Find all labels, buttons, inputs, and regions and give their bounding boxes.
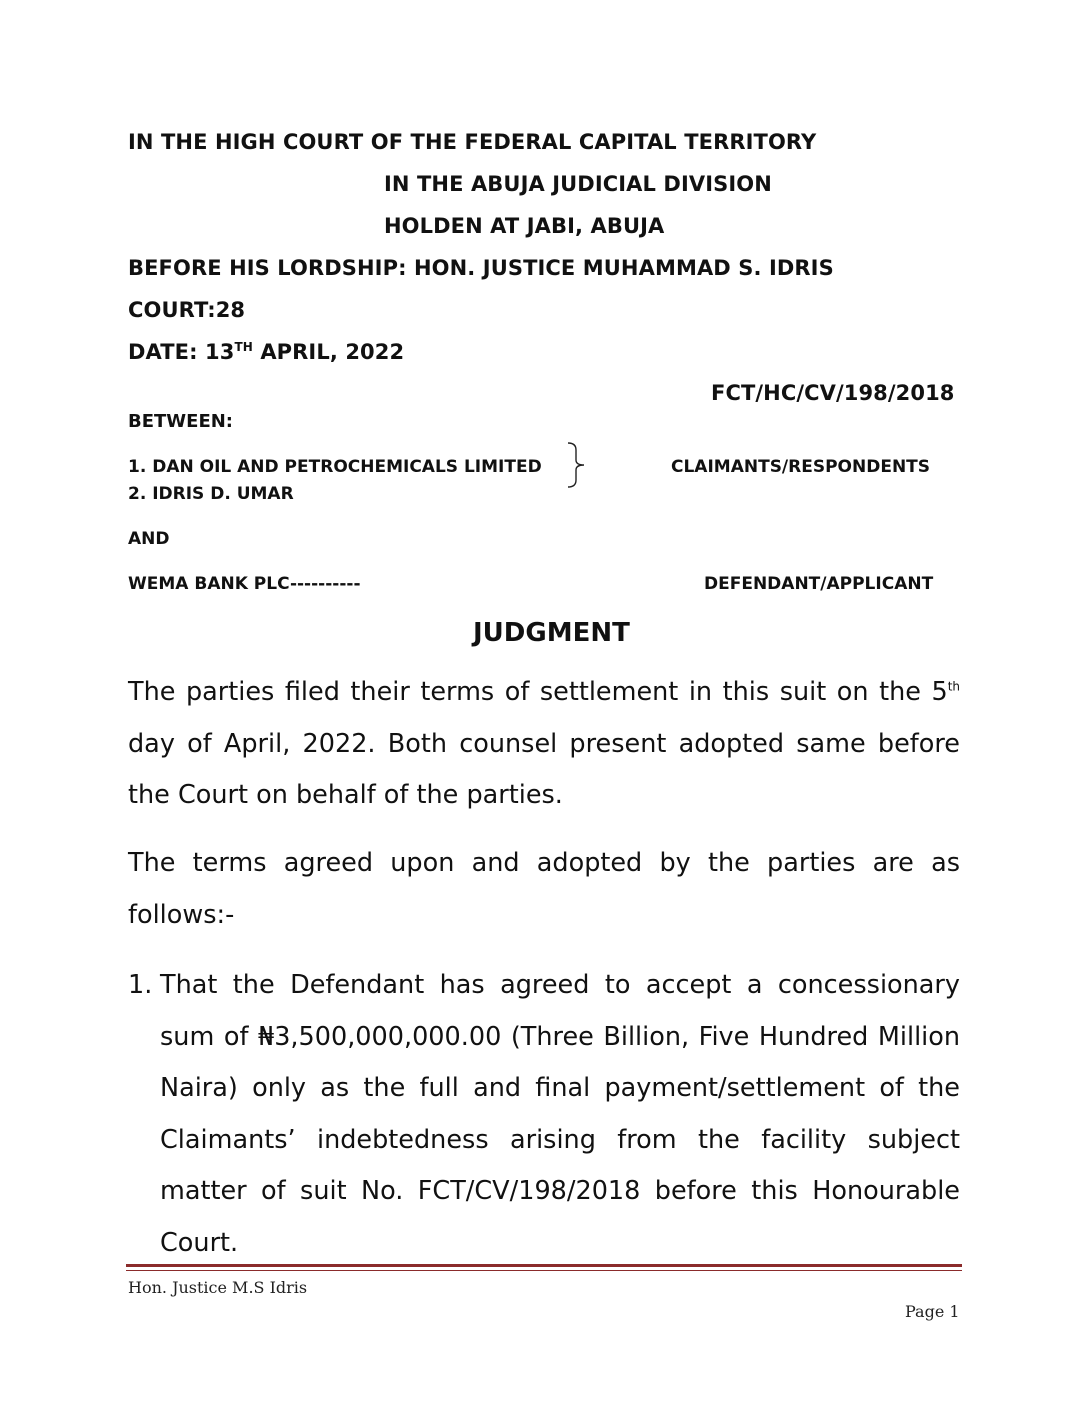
defendant-role: DEFENDANT/APPLICANT	[704, 574, 934, 594]
footer-rule	[126, 1264, 962, 1267]
defendant-name: WEMA BANK PLC----------	[128, 574, 361, 594]
judgment-date: DATE: 13TH APRIL, 2022	[128, 340, 405, 364]
between-label: BETWEEN:	[128, 411, 234, 432]
page-number: Page 1	[905, 1302, 960, 1321]
claimant-1: 1. DAN OIL AND PETROCHEMICALS LIMITED	[128, 457, 542, 477]
court-number: COURT:28	[128, 298, 246, 322]
paragraph-2: The terms agreed upon and adopted by the parties are as follows:-	[128, 848, 960, 930]
brace-icon	[566, 442, 588, 488]
item-1-text: That the Defendant has agreed to accept a concessionary sum of ₦3,500,000,000.00 (Three Billion, Five Hundred Million Naira) only as the full and final payment/settlement of the Claimants’ indebtedness arising from the facility subject matter of suit No. FCT/CV/198/2018 before this Honourable Court.	[160, 970, 960, 1258]
court-title: IN THE HIGH COURT OF THE FEDERAL CAPITAL TERRITORY	[128, 130, 817, 154]
judgment-title: JUDGMENT	[473, 618, 630, 648]
paragraph-1: The parties filed their terms of settlement in this suit on the 5th day of April, 2022. Both counsel present adopted same before the Court on behalf of the parties.	[128, 677, 960, 810]
footer-rule-thin	[126, 1270, 962, 1271]
holden-at: HOLDEN AT JABI, ABUJA	[384, 214, 665, 238]
suit-number: FCT/HC/CV/198/2018	[711, 381, 955, 405]
item-1-number: 1.	[128, 970, 153, 1000]
claimant-2: 2. IDRIS D. UMAR	[128, 484, 294, 504]
footer-author: Hon. Justice M.S Idris	[128, 1278, 308, 1297]
and-label: AND	[128, 529, 170, 549]
before-lordship: BEFORE HIS LORDSHIP: HON. JUSTICE MUHAMMAD S. IDRIS	[128, 256, 834, 280]
division-title: IN THE ABUJA JUDICIAL DIVISION	[384, 172, 772, 196]
claimants-role: CLAIMANTS/RESPONDENTS	[671, 457, 931, 477]
